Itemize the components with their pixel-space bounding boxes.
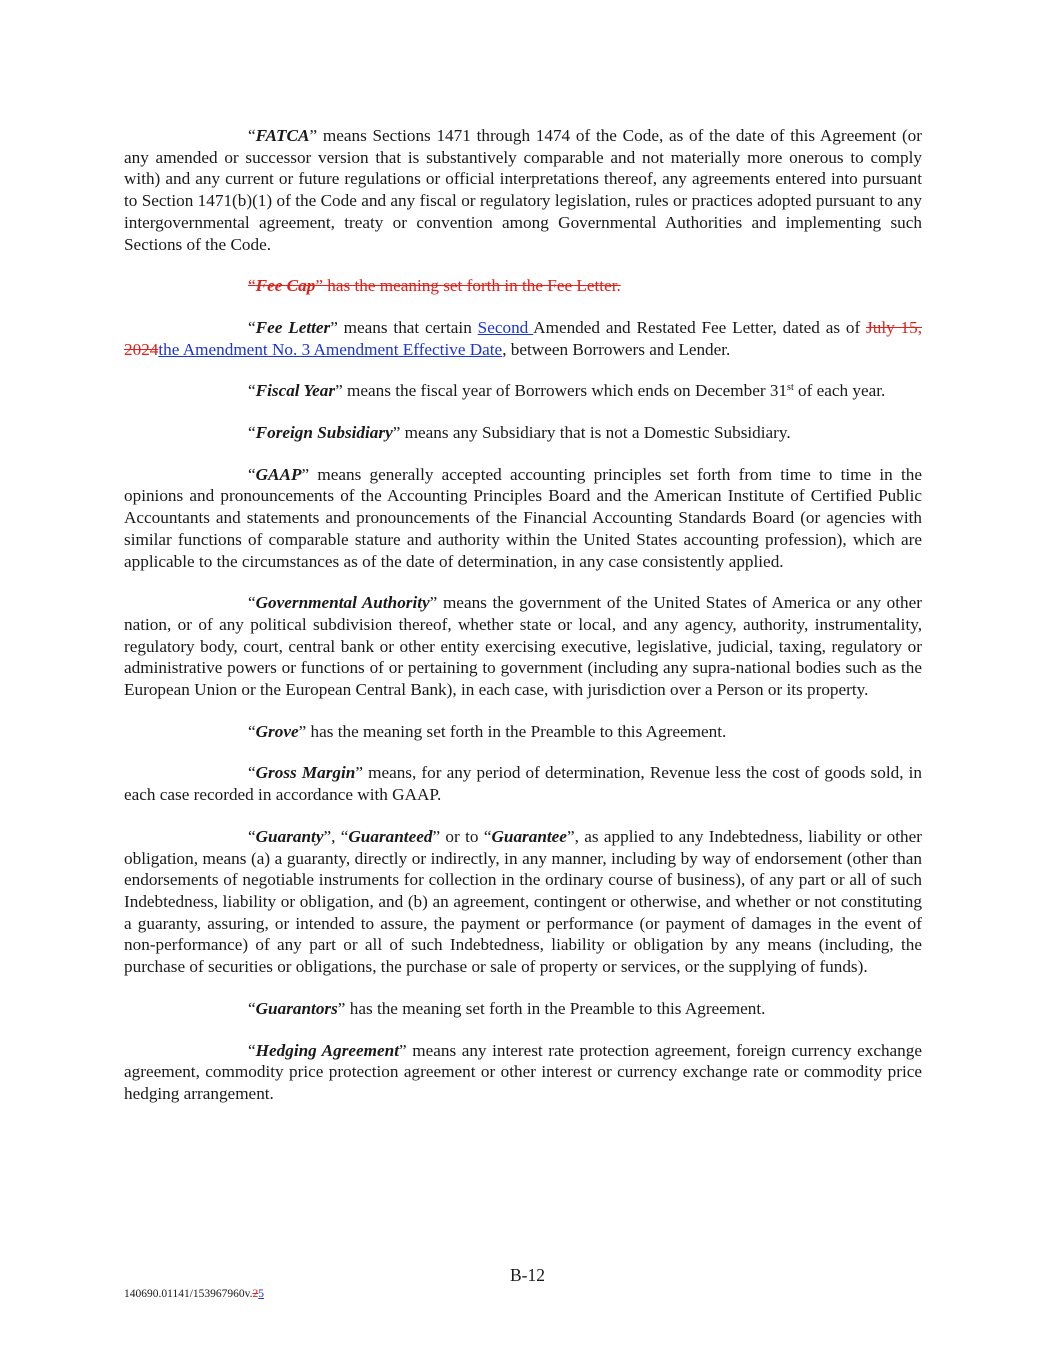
- definition-text: means, for any period of determination, Revenue less the cost of goods sold, in each case recorded in accordance with GAAP.: [124, 763, 922, 805]
- close-quote: ”: [301, 464, 310, 484]
- definition-foreign-subsidiary: [124, 422, 922, 444]
- definition-gross-margin: [124, 762, 922, 805]
- definition-text: has the meaning set forth in the Preamble to this Agreement.: [306, 721, 727, 741]
- definition-text: means the government of the United States of America or any other nation, or of any political subdivision thereof, whether state or local, and any agency, authority, instrumentality, regulatory body, court, central bank or other entity exercising executive, legislative, judicial, taxing, regulatory or administrative powers or functions of or pertaining to government (including any supra-national bodies such as the European Union or the European Central Bank), in each case, with jurisdiction over a Person or its property.: [124, 593, 922, 700]
- defined-term: Guarantors: [255, 998, 338, 1018]
- definition-text: means the fiscal year of Borrowers which ends on December 31: [342, 381, 788, 401]
- close-quote: ”: [315, 276, 323, 296]
- inserted-text: Second: [477, 317, 534, 337]
- definition-text: means Sections 1471 through 1474 of the Code, as of the date of this Agreement (or any amended or successor version that is substantively comparable and not materially more onerous to comply with) and any current or future regulations or official interpretations thereof, any agreements entered into pursuant to Section 1471(b)(1) of the Code and any fiscal or regulatory legislation, rules or practices adopted pursuant to any intergovernmental agreement, treaty or convention among Governmental Authorities and implementing such Sections of the Code.: [124, 126, 922, 254]
- open-quote: “: [248, 276, 256, 296]
- page-number: B-12: [510, 1265, 545, 1285]
- definition-fatca: [124, 125, 922, 255]
- defined-term: Fiscal Year: [255, 381, 336, 401]
- open-quote: “: [248, 423, 256, 443]
- defined-term: Governmental Authority: [255, 593, 430, 613]
- definition-fee-cap-deleted: [124, 275, 922, 297]
- defined-term: Grove: [255, 721, 299, 741]
- definition-text: of each year.: [793, 381, 886, 401]
- definition-text: , between Borrowers and Lender.: [502, 339, 731, 359]
- close-quote: ”: [399, 1040, 407, 1060]
- document-id: [124, 1288, 264, 1300]
- doc-id-deleted-version: 2: [252, 1288, 259, 1300]
- definition-hedging-agreement: [124, 1040, 922, 1105]
- definition-text: Amended and Restated Fee Letter, dated as of: [533, 317, 867, 337]
- defined-term: Gross Margin: [255, 763, 356, 783]
- definition-text: ”, as applied to any Indebtedness, liability or other obligation, means (a) a guaranty, directly or indirectly, in any manner, including by way of endorsement (other than endorsements of negotiable instruments for collection in the ordinary course of business), of any part or all of such Indebtedness, liability or obligation, and (b) an agreement, contingent or otherwise, and whether or not constituting a guaranty, assuring, or intended to assure, the payment or performance (or payment of damages in the event of non-performance) of any part or all of such Indebtedness, liability or obligation by any means (including, the purchase of securities or obligations, the purchase or sale of property or services, or the supplying of funds).: [124, 826, 922, 977]
- open-quote: “: [248, 464, 256, 484]
- definition-grove: [124, 721, 922, 743]
- doc-id-prefix: 140690.01141/153967960v.: [124, 1288, 253, 1300]
- defined-term: Foreign Subsidiary: [255, 423, 393, 443]
- defined-term: Hedging Agreement: [255, 1040, 400, 1060]
- definition-guarantors: [124, 998, 922, 1020]
- ordinal-superscript: st: [787, 382, 794, 394]
- close-quote: ”: [298, 721, 307, 741]
- definition-guaranty: [124, 826, 922, 978]
- term-separator: ” or to “: [432, 826, 492, 846]
- open-quote: “: [248, 1040, 256, 1060]
- definition-text: has the meaning set forth in the Preamble to this Agreement.: [345, 998, 766, 1018]
- defined-term: Fee Letter: [255, 317, 331, 337]
- open-quote: “: [248, 763, 256, 783]
- close-quote: ”: [392, 423, 401, 443]
- definition-text: means generally accepted accounting principles set forth from time to time in the opinions and pronouncements of the Accounting Principles Board and the American Institute of Certified Public Accountants and statements and pronouncements of the Financial Accounting Standards Board (or agencies with similar functions of comparable stature and authority within the United States accounting profession), which are applicable to the circumstances as of the date of determination, in any case consistently applied.: [124, 464, 922, 571]
- term-separator: , “: [331, 826, 349, 846]
- definition-gaap: [124, 464, 922, 573]
- doc-id-inserted-version: 5: [258, 1288, 265, 1300]
- definition-text: means that certain: [337, 317, 478, 337]
- definition-governmental-authority: [124, 592, 922, 701]
- definition-text: has the meaning set forth in the Fee Letter.: [322, 276, 621, 296]
- open-quote: “: [248, 593, 256, 613]
- defined-term: FATCA: [255, 126, 310, 145]
- defined-term: Guaranty: [255, 826, 324, 846]
- close-quote: ”: [330, 317, 338, 337]
- close-quote: ”: [337, 998, 346, 1018]
- open-quote: “: [248, 381, 256, 401]
- definition-text: means any Subsidiary that is not a Domestic Subsidiary.: [400, 423, 791, 443]
- open-quote: “: [248, 317, 256, 337]
- open-quote: “: [248, 721, 256, 741]
- close-quote: ”: [355, 763, 363, 783]
- defined-term: Fee Cap: [255, 276, 316, 296]
- definition-fee-letter: [124, 317, 922, 360]
- inserted-text: the Amendment No. 3 Amendment Effective Date: [158, 339, 503, 359]
- deleted-text: July 15, 2024: [124, 317, 923, 359]
- open-quote: “: [248, 826, 256, 846]
- close-quote: ”: [429, 593, 438, 613]
- defined-term: Guaranteed: [348, 826, 433, 846]
- document-page: [124, 125, 922, 1125]
- open-quote: “: [248, 126, 256, 145]
- defined-term: Guarantee: [491, 826, 567, 846]
- close-quote: ”: [309, 126, 318, 145]
- close-quote: ”: [323, 826, 332, 846]
- open-quote: “: [248, 998, 256, 1018]
- close-quote: ”: [335, 381, 343, 401]
- definition-fiscal-year: [124, 380, 922, 402]
- definition-text: means any interest rate protection agreement, foreign currency exchange agreement, commodity price protection agreement or other interest or currency exchange rate or commodity price hedging arrangement.: [124, 1040, 922, 1103]
- defined-term: GAAP: [255, 464, 302, 484]
